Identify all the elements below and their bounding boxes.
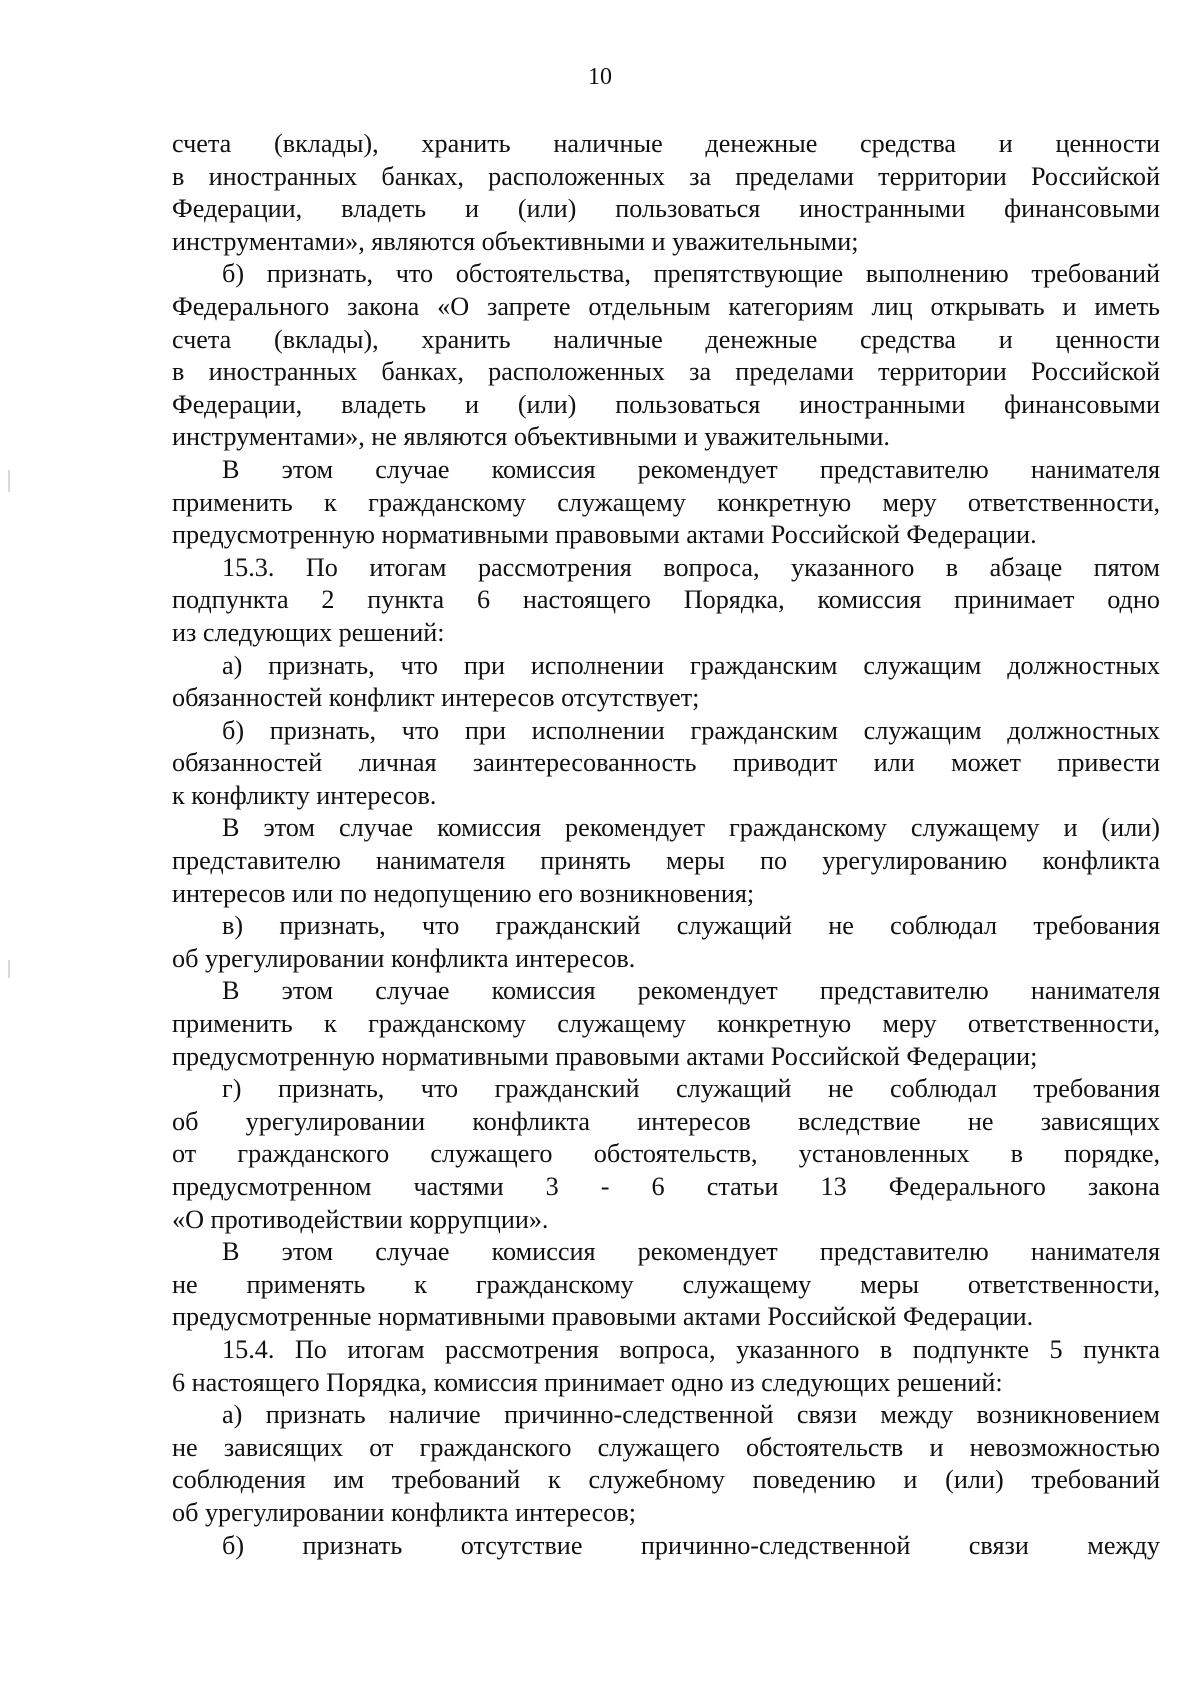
paragraph-item-a <box>172 650 1160 715</box>
text-line: об урегулировании конфликта интересов; <box>172 1497 636 1527</box>
paragraph-item-v <box>172 910 1160 975</box>
text-line: Федерации, владеть и (или) пользоваться иностранными финансовыми <box>172 389 1160 419</box>
paragraph-continuation <box>172 128 1160 258</box>
text-line: инструментами», не являются объективными и уважительными. <box>172 422 890 452</box>
text-line: б) признать, что при исполнении гражданским служащим должностных <box>222 715 1160 745</box>
text-line: Федерации, владеть и (или) пользоваться иностранными финансовыми <box>172 194 1160 224</box>
paragraph-recommendation <box>172 454 1160 552</box>
paragraph-item-b <box>172 258 1160 454</box>
text-line: обязанностей личная заинтересованность приводит или может привести <box>172 748 1160 778</box>
scan-edge-mark <box>8 960 10 978</box>
text-line: об урегулировании конфликта интересов. <box>172 943 636 973</box>
text-line: предусмотренном частями 3 - 6 статьи 13 Федерального закона <box>172 1172 1160 1201</box>
text-line: г) признать, что гражданский служащий не соблюдал требования <box>222 1074 1160 1104</box>
text-line: б) признать, что обстоятельства, препятствующие выполнению требований <box>222 259 1160 289</box>
text-line: предусмотренную нормативными правовыми актами Российской Федерации. <box>172 520 1037 550</box>
text-line: соблюдения им требований к служебному поведению и (или) требований <box>172 1465 1160 1495</box>
text-line: предусмотренную нормативными правовыми актами Российской Федерации; <box>172 1041 1038 1071</box>
text-line: В этом случае комиссия рекомендует представителю нанимателя <box>222 1237 1160 1267</box>
text-line: в) признать, что гражданский служащий не соблюдал требования <box>222 911 1160 941</box>
document-body <box>172 128 1160 1562</box>
text-line: не применять к гражданскому служащему меры ответственности, <box>172 1269 1160 1299</box>
paragraph-recommendation <box>172 1236 1160 1334</box>
text-line: б) признать отсутствие причинно-следственной связи между <box>222 1530 1160 1560</box>
text-line: В этом случае комиссия рекомендует представителю нанимателя <box>222 976 1160 1006</box>
scan-edge-mark <box>8 470 10 492</box>
text-line: об урегулировании конфликта интересов вследствие не зависящих <box>172 1106 1160 1136</box>
text-line: а) признать, что при исполнении гражданским служащим должностных <box>222 650 1160 680</box>
paragraph-item-a <box>172 1399 1160 1529</box>
text-line: применить к гражданскому служащему конкретную меру ответственности, <box>172 1009 1160 1039</box>
text-line: к конфликту интересов. <box>172 780 437 810</box>
text-line: не зависящих от гражданского служащего обстоятельств и невозможностью <box>172 1432 1160 1462</box>
paragraph-item-b <box>172 1530 1160 1563</box>
text-line: применить к гражданскому служащему конкретную меру ответственности, <box>172 487 1160 517</box>
paragraph-item-b <box>172 715 1160 813</box>
text-line: из следующих решений: <box>172 617 445 647</box>
paragraph-15-3 <box>172 552 1160 650</box>
text-line: предусмотренные нормативными правовыми актами Российской Федерации. <box>172 1302 1034 1332</box>
text-line: интересов или по недопущению его возникновения; <box>172 878 755 908</box>
paragraph-item-g <box>172 1073 1160 1236</box>
text-line: в иностранных банках, расположенных за пределами территории Российской <box>172 357 1160 387</box>
text-line: а) признать наличие причинно-следственной связи между возникновением <box>222 1400 1160 1430</box>
text-line: В этом случае комиссия рекомендует представителю нанимателя <box>222 454 1160 484</box>
text-line: счета (вклады), хранить наличные денежные средства и ценности <box>172 324 1160 354</box>
text-line: Федерального закона «О запрете отдельным категориям лиц открывать и иметь <box>172 291 1160 321</box>
text-line: 15.3. По итогам рассмотрения вопроса, указанного в абзаце пятом <box>222 552 1160 582</box>
paragraph-recommendation <box>172 975 1160 1073</box>
text-line: счета (вклады), хранить наличные денежные средства и ценности <box>172 129 1160 158</box>
text-line: 6 настоящего Порядка, комиссия принимает одно из следующих решений: <box>172 1367 1003 1397</box>
text-line: В этом случае комиссия рекомендует гражданскому служащему и (или) <box>222 813 1160 843</box>
page-number: 10 <box>588 64 612 90</box>
paragraph-recommendation <box>172 812 1160 910</box>
text-line: инструментами», являются объективными и уважительными; <box>172 226 859 256</box>
text-line: 15.4. По итогам рассмотрения вопроса, указанного в подпункте 5 пункта <box>222 1334 1160 1364</box>
text-line: представителю нанимателя принять меры по урегулированию конфликта <box>172 846 1160 876</box>
text-line: обязанностей конфликт интересов отсутствует; <box>172 683 700 713</box>
text-line: в иностранных банках, расположенных за пределами территории Российской <box>172 161 1160 191</box>
paragraph-15-4 <box>172 1334 1160 1399</box>
text-line: «О противодействии коррупции». <box>172 1204 549 1234</box>
text-line: от гражданского служащего обстоятельств, установленных в порядке, <box>172 1139 1160 1169</box>
text-line: подпункта 2 пункта 6 настоящего Порядка, комиссия принимает одно <box>172 585 1160 615</box>
